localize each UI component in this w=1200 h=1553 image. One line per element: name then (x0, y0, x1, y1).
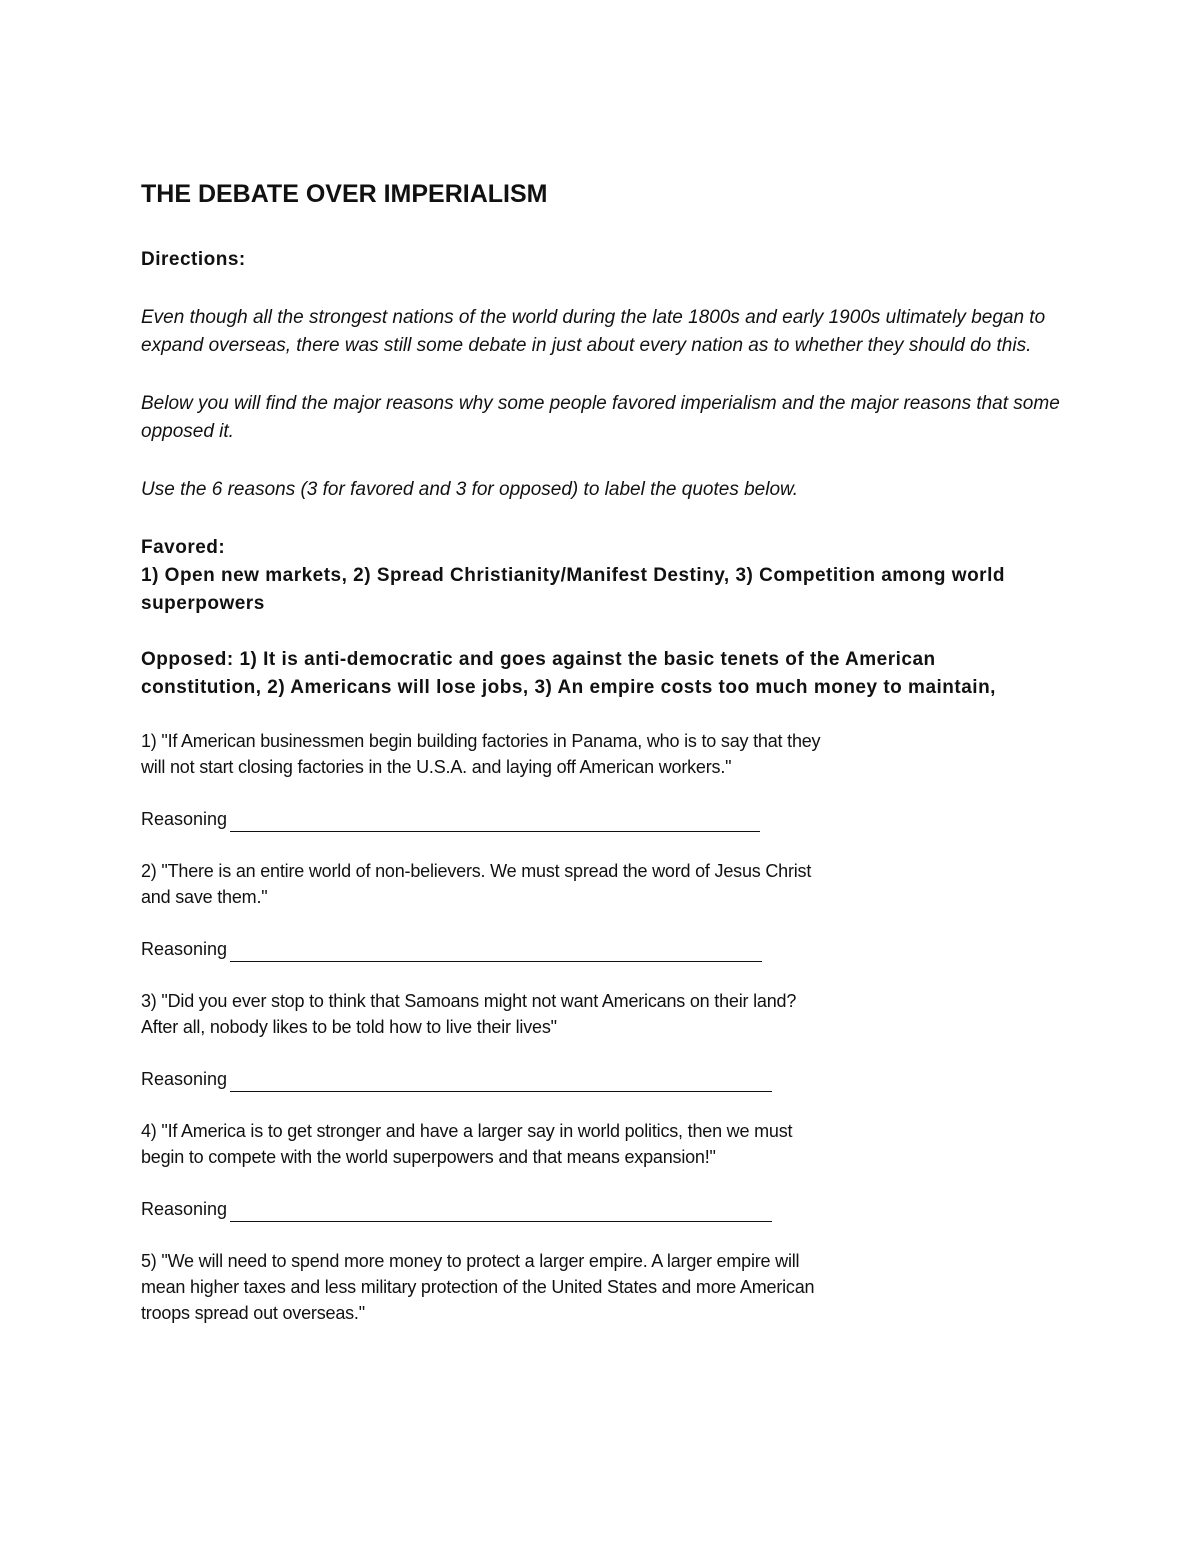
quote-item-1 (141, 728, 1061, 780)
worksheet-page (141, 178, 1061, 1326)
reasoning-label: Reasoning (141, 809, 228, 829)
reasoning-answer-blank[interactable] (230, 943, 762, 962)
quote-text: 1) "If American businessmen begin building factories in Panama, who is to say that they (141, 731, 821, 751)
reasoning-label: Reasoning (141, 1199, 228, 1219)
reasoning-answer-blank[interactable] (230, 1073, 772, 1092)
quote-text: troops spread out overseas." (141, 1303, 365, 1323)
intro-paragraph: Even though all the strongest nations of the world during the late 1800s and early 1900s ultimately began to expand overseas, there was still some debate in just about every nation as to whether they should do this. (141, 307, 1046, 356)
quote-text: will not start closing factories in the U.S.A. and laying off American workers." (141, 757, 732, 777)
reasoning-label: Reasoning (141, 939, 228, 959)
quote-text: mean higher taxes and less military protection of the United States and more American (141, 1277, 815, 1297)
reasoning-row-3 (141, 1066, 1061, 1092)
instructions-paragraph: Use the 6 reasons (3 for favored and 3 for opposed) to label the quotes below. (141, 479, 798, 500)
quote-text: After all, nobody likes to be told how to live their lives" (141, 1017, 557, 1037)
reasoning-row-1 (141, 806, 1061, 832)
quote-item-5 (141, 1248, 1061, 1326)
reasoning-answer-blank[interactable] (230, 813, 760, 832)
quote-item-3 (141, 988, 1061, 1040)
quote-text: 4) "If America is to get stronger and have a larger say in world politics, then we must (141, 1121, 793, 1141)
quote-text: begin to compete with the world superpowers and that means expansion!" (141, 1147, 716, 1167)
quote-text: 2) "There is an entire world of non-believers. We must spread the word of Jesus Christ (141, 861, 812, 881)
favored-label: Favored: (141, 537, 226, 558)
reasoning-label: Reasoning (141, 1069, 228, 1089)
reasoning-row-4 (141, 1196, 1061, 1222)
reasoning-row-2 (141, 936, 1061, 962)
favored-reasons: 1) Open new markets, 2) Spread Christianity/Manifest Destiny, 3) Competition among world superpowers (141, 565, 1005, 614)
opposed-reasons: Opposed: 1) It is anti-democratic and goes against the basic tenets of the American constitution, 2) Americans will lose jobs, 3) An empire costs too much money to maintain, (141, 649, 996, 698)
quote-text: 5) "We will need to spend more money to protect a larger empire. A larger empire will (141, 1251, 800, 1271)
reasoning-answer-blank[interactable] (230, 1203, 772, 1222)
directions-label: Directions: (141, 249, 246, 270)
quote-text: and save them." (141, 887, 268, 907)
page-title: THE DEBATE OVER IMPERIALISM (141, 180, 548, 208)
quote-text: 3) "Did you ever stop to think that Samoans might not want Americans on their land? (141, 991, 797, 1011)
quote-item-4 (141, 1118, 1061, 1170)
reasons-paragraph: Below you will find the major reasons why some people favored imperialism and the major reasons that some opposed it. (141, 393, 1060, 442)
quote-item-2 (141, 858, 1061, 910)
